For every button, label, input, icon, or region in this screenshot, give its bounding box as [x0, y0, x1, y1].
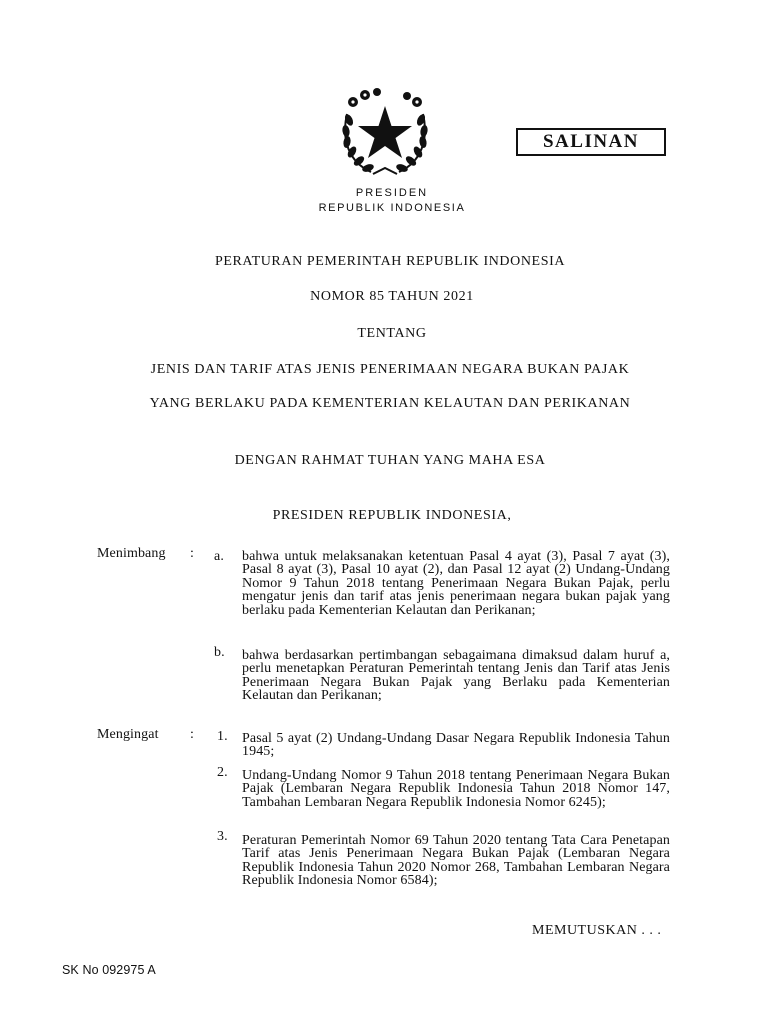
mengingat-marker-1: 1. — [217, 729, 228, 744]
serial-number: SK No 092975 A — [62, 963, 156, 977]
mengingat-marker-2: 2. — [217, 765, 228, 780]
salinan-stamp: SALINAN — [516, 128, 666, 156]
regulation-type: PERATURAN PEMERINTAH REPUBLIK INDONESIA — [214, 254, 566, 269]
menimbang-marker-a: a. — [214, 549, 224, 564]
menimbang-label: Menimbang — [97, 546, 166, 561]
regulation-number: NOMOR 85 TAHUN 2021 — [310, 289, 474, 304]
presidential-emblem-icon — [327, 84, 443, 180]
menimbang-colon: : — [190, 546, 194, 561]
mengingat-item-2: Undang-Undang Nomor 9 Tahun 2018 tentang Penerimaan Negara Bukan Pajak (Lembaran Negara Republik Indonesia Tahun 2018 Nomor 147, Tambahan Lembaran Negara Republik Indonesia Nomor 6245); — [242, 768, 670, 810]
menimbang-item-b: bahwa berdasarkan pertimbangan sebagaimana dimaksud dalam huruf a, perlu menetapkan Peraturan Pemerintah tentang Jenis dan Tarif atas Jenis Penerimaan Negara Bukan Pajak yang Berlaku pada Kementerian Kelautan dan Perikanan; — [242, 648, 670, 704]
mengingat-colon: : — [190, 727, 194, 742]
issuer-country: REPUBLIK INDONESIA — [318, 202, 466, 214]
continuation-heading: MEMUTUSKAN . . . — [532, 923, 662, 938]
menimbang-marker-b: b. — [214, 645, 225, 660]
mengingat-item-3: Peraturan Pemerintah Nomor 69 Tahun 2020 tentang Tata Cara Penetapan Tarif atas Jenis Penerimaan Negara Bukan Pajak (Lembaran Negara Republik Indonesia Tahun 2020 Nomor 268, Tambahan Lembaran Negara Republik Indonesia Nomor 6584); — [242, 833, 670, 889]
menimbang-item-a: bahwa untuk melaksanakan ketentuan Pasal 4 ayat (3), Pasal 7 ayat (3), Pasal 8 ayat (3), Pasal 10 ayat (2), dan Pasal 12 ayat (2) Undang-Undang Nomor 9 Tahun 2018 tentang Penerimaan Negara Bukan Pajak, perlu mengatur jenis dan tarif atas jenis penerimaan negara bukan pajak yang berlaku pada Kementerian Kelautan dan Perikanan; — [242, 549, 670, 618]
mengingat-marker-3: 3. — [217, 829, 228, 844]
regulation-subject-line1: JENIS DAN TARIF ATAS JENIS PENERIMAAN NEGARA BUKAN PAJAK — [150, 362, 630, 377]
regulation-about: TENTANG — [357, 326, 427, 341]
issuer-title: PRESIDEN — [355, 187, 429, 199]
mengingat-label: Mengingat — [97, 727, 159, 742]
preamble-president: PRESIDEN REPUBLIK INDONESIA, — [272, 508, 512, 523]
regulation-subject-line2: YANG BERLAKU PADA KEMENTERIAN KELAUTAN DAN PERIKANAN — [149, 396, 631, 411]
preamble-blessing: DENGAN RAHMAT TUHAN YANG MAHA ESA — [234, 453, 546, 468]
mengingat-item-1: Pasal 5 ayat (2) Undang-Undang Dasar Negara Republik Indonesia Tahun 1945; — [242, 731, 670, 760]
